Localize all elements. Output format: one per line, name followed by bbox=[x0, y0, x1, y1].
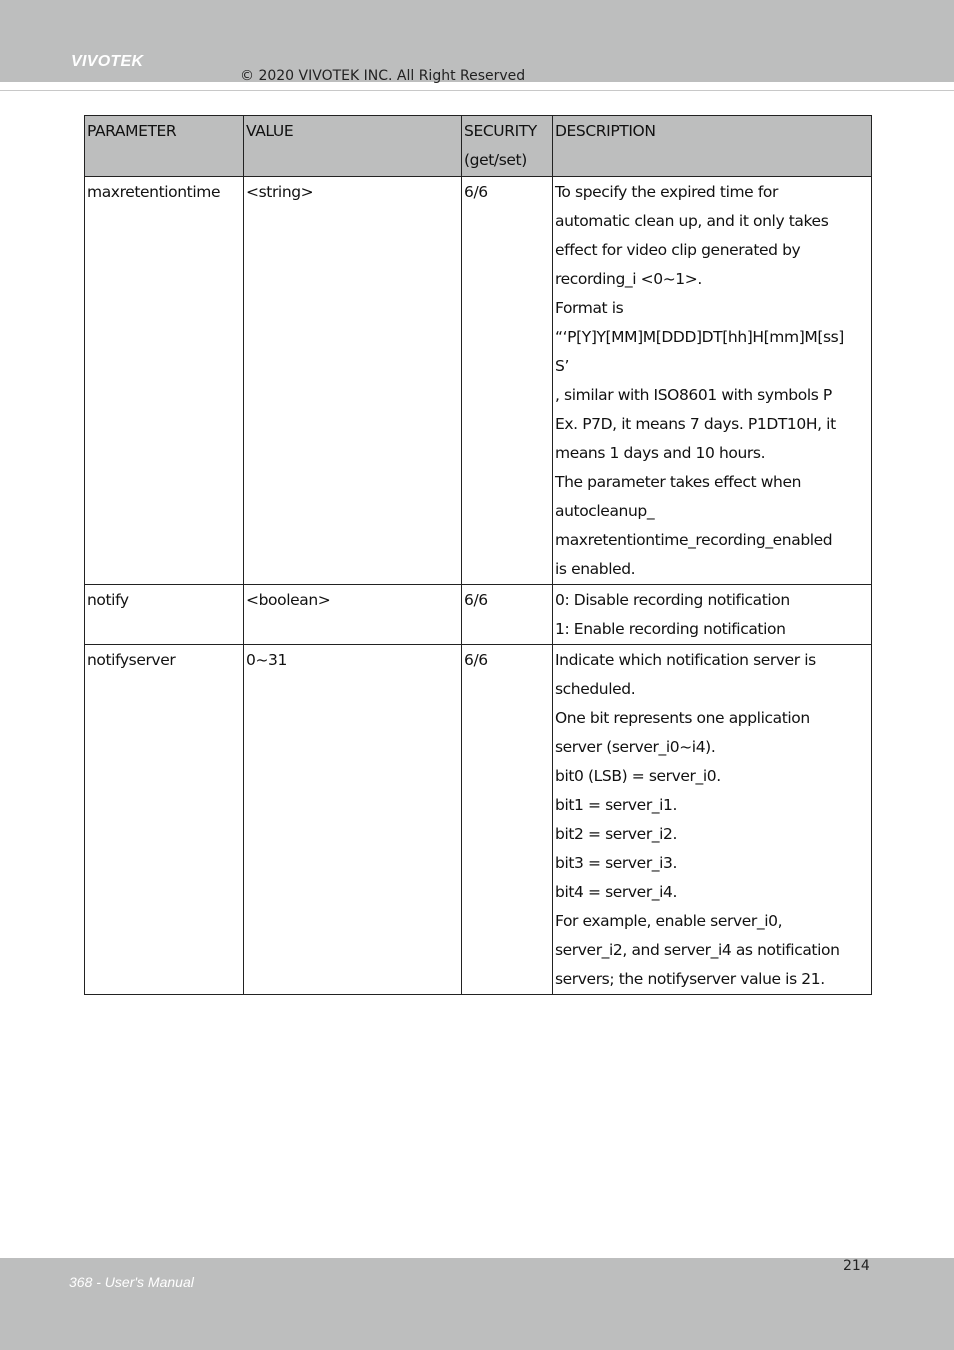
cell-description bbox=[553, 645, 872, 995]
description-line: To specify the expired time for bbox=[555, 183, 778, 201]
description-line: bit0 (LSB) = server_i0. bbox=[555, 767, 721, 785]
description-line: One bit represents one application bbox=[555, 709, 810, 727]
column-header-parameter: PARAMETER bbox=[85, 116, 244, 177]
header-divider bbox=[0, 90, 954, 91]
description-line: is enabled. bbox=[555, 560, 636, 578]
description-line: Ex. P7D, it means 7 days. P1DT10H, it bbox=[555, 415, 836, 433]
column-header-value: VALUE bbox=[244, 116, 462, 177]
description-line: “‘P[Y]Y[MM]M[DDD]DT[hh]H[mm]M[ss] bbox=[555, 328, 844, 346]
cell-value: <string> bbox=[244, 177, 462, 585]
description-line: scheduled. bbox=[555, 680, 636, 698]
cell-security: 6/6 bbox=[462, 177, 553, 585]
cell-security: 6/6 bbox=[462, 645, 553, 995]
description-line: server (server_i0~i4). bbox=[555, 738, 716, 756]
description-line: S’ bbox=[555, 357, 569, 375]
manual-label: 368 - User's Manual bbox=[69, 1274, 194, 1290]
parameter-table bbox=[84, 115, 872, 995]
table-header-row bbox=[85, 116, 872, 177]
cell-parameter: maxretentiontime bbox=[85, 177, 244, 585]
description-line: recording_i <0~1>. bbox=[555, 270, 702, 288]
description-line: means 1 days and 10 hours. bbox=[555, 444, 766, 462]
column-header-description: DESCRIPTION bbox=[553, 116, 872, 177]
description-line: automatic clean up, and it only takes bbox=[555, 212, 829, 230]
description-line: maxretentiontime_recording_enabled bbox=[555, 531, 833, 549]
cell-value: 0~31 bbox=[244, 645, 462, 995]
footer-band bbox=[0, 1258, 954, 1350]
page-number: 214 bbox=[843, 1258, 870, 1274]
copyright-notice: © 2020 VIVOTEK INC. All Right Reserved bbox=[240, 68, 526, 84]
table-row bbox=[85, 645, 872, 995]
table-body bbox=[85, 177, 872, 995]
description-line: effect for video clip generated by bbox=[555, 241, 801, 259]
cell-value: <boolean> bbox=[244, 585, 462, 645]
description-line: Format is bbox=[555, 299, 624, 317]
column-header-security: SECURITY (get/set) bbox=[462, 116, 553, 177]
table-row bbox=[85, 177, 872, 585]
cell-security: 6/6 bbox=[462, 585, 553, 645]
description-line: autocleanup_ bbox=[555, 502, 655, 520]
cell-description bbox=[553, 585, 872, 645]
table-row bbox=[85, 585, 872, 645]
description-line: Indicate which notification server is bbox=[555, 651, 816, 669]
description-line: bit2 = server_i2. bbox=[555, 825, 678, 843]
description-line: server_i2, and server_i4 as notification bbox=[555, 941, 840, 959]
description-line: 0: Disable recording notification bbox=[555, 591, 790, 609]
description-line: For example, enable server_i0, bbox=[555, 912, 783, 930]
description-line: The parameter takes effect when bbox=[555, 473, 802, 491]
brand-logo-text: VIVOTEK bbox=[71, 53, 144, 70]
cell-description bbox=[553, 177, 872, 585]
description-line: bit4 = server_i4. bbox=[555, 883, 678, 901]
description-line: bit1 = server_i1. bbox=[555, 796, 678, 814]
description-line: 1: Enable recording notification bbox=[555, 620, 786, 638]
description-line: servers; the notifyserver value is 21. bbox=[555, 970, 825, 988]
cell-parameter: notifyserver bbox=[85, 645, 244, 995]
cell-parameter: notify bbox=[85, 585, 244, 645]
description-line: , similar with ISO8601 with symbols P bbox=[555, 386, 832, 404]
description-line: bit3 = server_i3. bbox=[555, 854, 678, 872]
